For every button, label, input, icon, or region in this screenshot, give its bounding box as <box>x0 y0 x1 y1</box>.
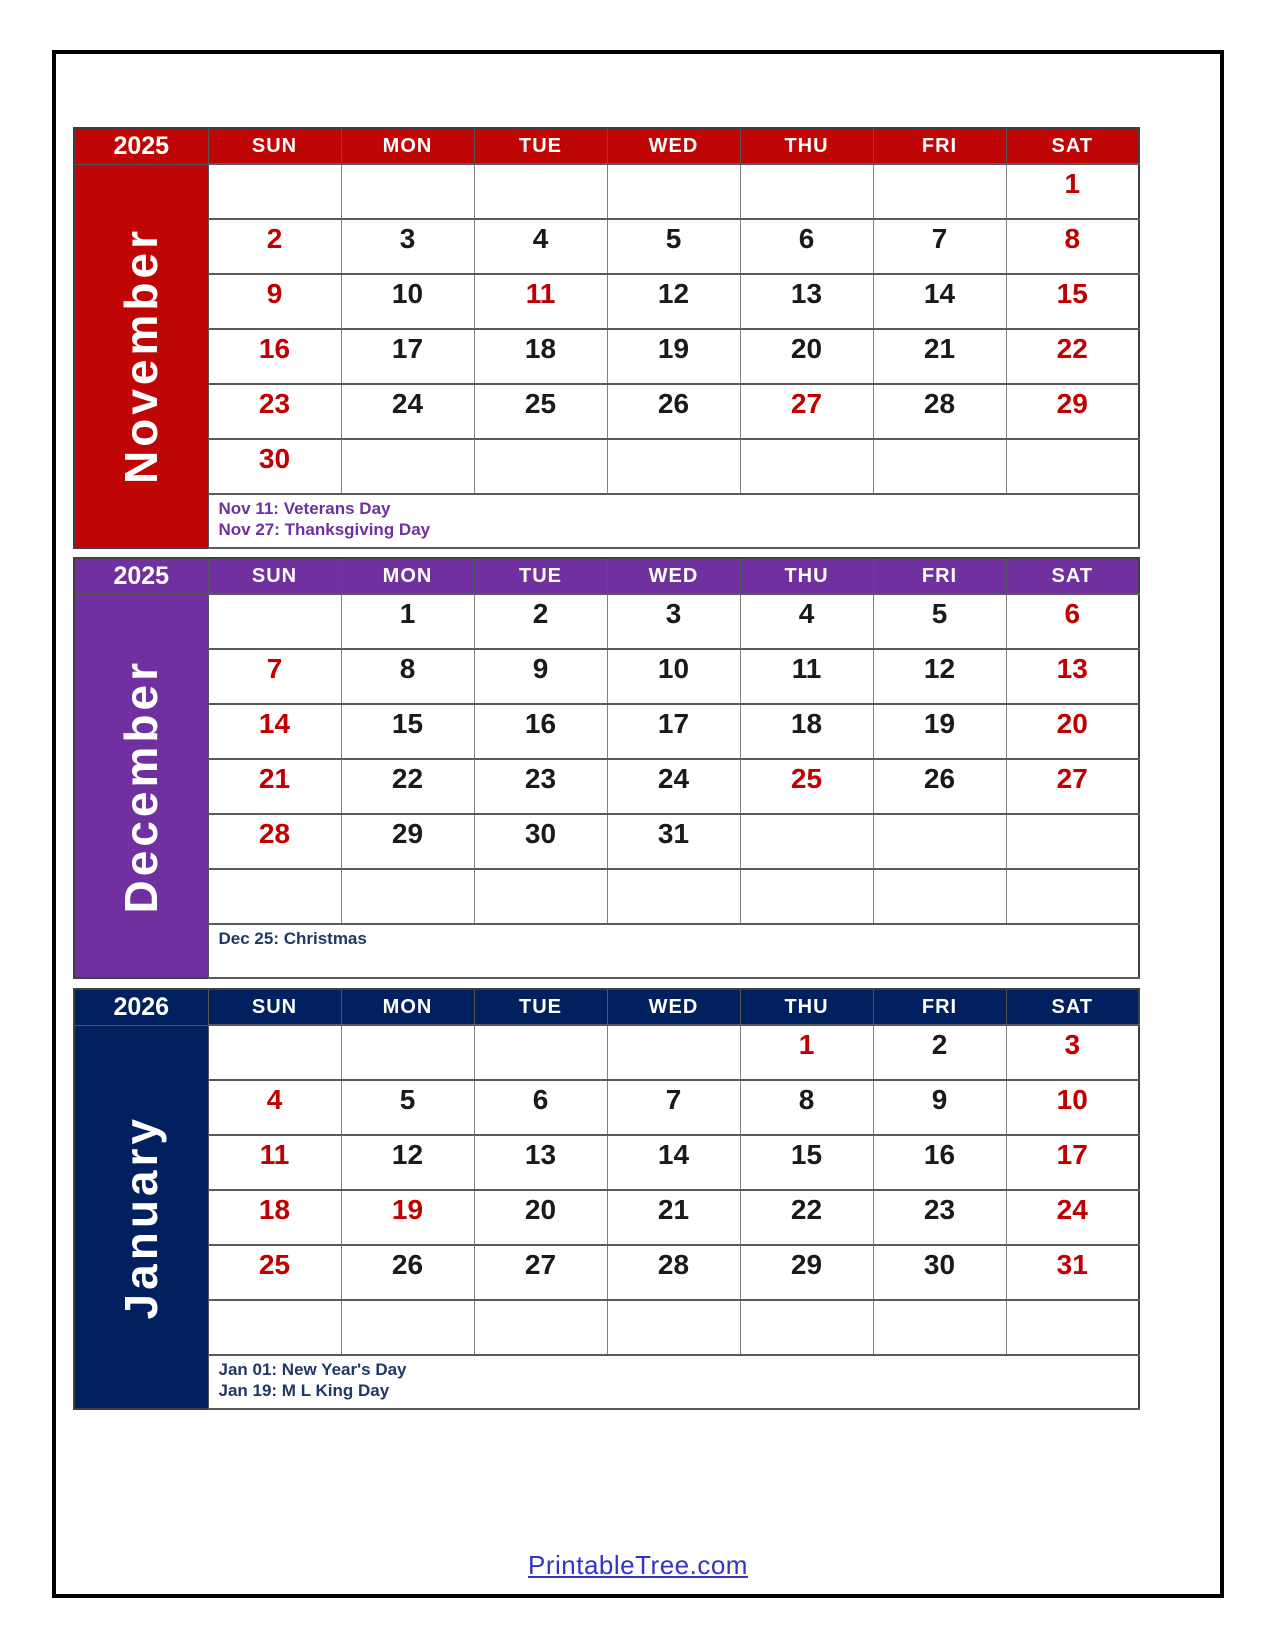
day-cell-empty <box>1006 1300 1139 1355</box>
day-cell-empty <box>607 1300 740 1355</box>
day-cell-december-2025-3: 3 <box>607 594 740 649</box>
day-cell-november-2025-24: 24 <box>341 384 474 439</box>
weekday-header-sun: SUN <box>208 989 341 1025</box>
day-cell-december-2025-14: 14 <box>208 704 341 759</box>
header-row <box>74 989 1139 1025</box>
day-cell-november-2025-23: 23 <box>208 384 341 439</box>
day-cell-december-2025-31: 31 <box>607 814 740 869</box>
day-cell-january-2026-25: 25 <box>208 1245 341 1300</box>
day-cell-november-2025-3: 3 <box>341 219 474 274</box>
day-cell-january-2026-21: 21 <box>607 1190 740 1245</box>
day-cell-empty <box>474 1025 607 1080</box>
week-row <box>74 439 1139 494</box>
calendar-january-2026 <box>73 988 1140 1410</box>
day-cell-empty <box>208 1025 341 1080</box>
day-cell-december-2025-15: 15 <box>341 704 474 759</box>
january-2026-month-block <box>74 1025 208 1409</box>
day-cell-november-2025-10: 10 <box>341 274 474 329</box>
day-cell-january-2026-3: 3 <box>1006 1025 1139 1080</box>
holiday-row <box>74 1355 1139 1409</box>
december-2025-month-block <box>74 594 208 978</box>
day-cell-november-2025-21: 21 <box>873 329 1006 384</box>
day-cell-empty <box>607 439 740 494</box>
week-row <box>74 1300 1139 1355</box>
day-cell-january-2026-14: 14 <box>607 1135 740 1190</box>
footer-link[interactable]: PrintableTree.com <box>528 1550 748 1580</box>
day-cell-november-2025-15: 15 <box>1006 274 1139 329</box>
day-cell-november-2025-20: 20 <box>740 329 873 384</box>
day-cell-december-2025-18: 18 <box>740 704 873 759</box>
day-cell-november-2025-1: 1 <box>1006 164 1139 219</box>
day-cell-january-2026-11: 11 <box>208 1135 341 1190</box>
weekday-header-fri: FRI <box>873 128 1006 164</box>
weekday-header-sat: SAT <box>1006 989 1139 1025</box>
calendar-december-2025 <box>73 557 1140 979</box>
december-2025-year-label: 2025 <box>74 558 208 594</box>
weekday-header-wed: WED <box>607 558 740 594</box>
day-cell-january-2026-23: 23 <box>873 1190 1006 1245</box>
day-cell-empty <box>474 164 607 219</box>
header-row <box>74 558 1139 594</box>
november-2025-month-name: November <box>115 227 168 485</box>
day-cell-november-2025-27: 27 <box>740 384 873 439</box>
december-2025-month-name: December <box>115 658 168 913</box>
day-cell-empty <box>474 1300 607 1355</box>
weekday-header-thu: THU <box>740 128 873 164</box>
day-cell-empty <box>341 439 474 494</box>
day-cell-december-2025-6: 6 <box>1006 594 1139 649</box>
day-cell-january-2026-7: 7 <box>607 1080 740 1135</box>
day-cell-december-2025-13: 13 <box>1006 649 1139 704</box>
day-cell-january-2026-4: 4 <box>208 1080 341 1135</box>
day-cell-empty <box>1006 814 1139 869</box>
day-cell-november-2025-16: 16 <box>208 329 341 384</box>
day-cell-december-2025-9: 9 <box>474 649 607 704</box>
day-cell-january-2026-24: 24 <box>1006 1190 1139 1245</box>
day-cell-december-2025-27: 27 <box>1006 759 1139 814</box>
day-cell-november-2025-30: 30 <box>208 439 341 494</box>
day-cell-january-2026-28: 28 <box>607 1245 740 1300</box>
weekday-header-fri: FRI <box>873 558 1006 594</box>
weekday-header-mon: MON <box>341 558 474 594</box>
day-cell-december-2025-25: 25 <box>740 759 873 814</box>
months-container <box>56 54 1220 1594</box>
weekday-header-thu: THU <box>740 989 873 1025</box>
week-row <box>74 704 1139 759</box>
week-row <box>74 1190 1139 1245</box>
day-cell-empty <box>740 1300 873 1355</box>
week-row <box>74 594 1139 649</box>
weekday-header-mon: MON <box>341 128 474 164</box>
day-cell-january-2026-20: 20 <box>474 1190 607 1245</box>
day-cell-empty <box>1006 869 1139 924</box>
week-row <box>74 219 1139 274</box>
day-cell-january-2026-27: 27 <box>474 1245 607 1300</box>
weekday-header-fri: FRI <box>873 989 1006 1025</box>
holiday-note: Dec 25: Christmas <box>218 929 367 948</box>
weekday-header-tue: TUE <box>474 989 607 1025</box>
day-cell-november-2025-28: 28 <box>873 384 1006 439</box>
weekday-header-wed: WED <box>607 128 740 164</box>
weekday-header-mon: MON <box>341 989 474 1025</box>
day-cell-december-2025-22: 22 <box>341 759 474 814</box>
day-cell-january-2026-30: 30 <box>873 1245 1006 1300</box>
day-cell-december-2025-30: 30 <box>474 814 607 869</box>
day-cell-empty <box>1006 439 1139 494</box>
day-cell-empty <box>873 1300 1006 1355</box>
holiday-note: Jan 19: M L King Day <box>218 1381 390 1400</box>
week-row <box>74 329 1139 384</box>
day-cell-december-2025-29: 29 <box>341 814 474 869</box>
november-2025-year-label: 2025 <box>74 128 208 164</box>
weekday-header-sat: SAT <box>1006 128 1139 164</box>
day-cell-january-2026-16: 16 <box>873 1135 1006 1190</box>
holiday-note: Jan 01: New Year's Day <box>218 1360 407 1379</box>
day-cell-december-2025-5: 5 <box>873 594 1006 649</box>
day-cell-november-2025-8: 8 <box>1006 219 1139 274</box>
day-cell-november-2025-19: 19 <box>607 329 740 384</box>
day-cell-november-2025-6: 6 <box>740 219 873 274</box>
day-cell-january-2026-8: 8 <box>740 1080 873 1135</box>
day-cell-november-2025-2: 2 <box>208 219 341 274</box>
day-cell-december-2025-2: 2 <box>474 594 607 649</box>
january-2026-holiday-notes <box>208 1355 1139 1409</box>
weekday-header-sun: SUN <box>208 558 341 594</box>
day-cell-january-2026-13: 13 <box>474 1135 607 1190</box>
january-2026-year-label: 2026 <box>74 989 208 1025</box>
day-cell-empty <box>341 164 474 219</box>
day-cell-january-2026-29: 29 <box>740 1245 873 1300</box>
day-cell-january-2026-2: 2 <box>873 1025 1006 1080</box>
week-row <box>74 164 1139 219</box>
day-cell-empty <box>208 594 341 649</box>
day-cell-empty <box>341 1025 474 1080</box>
day-cell-december-2025-17: 17 <box>607 704 740 759</box>
day-cell-december-2025-1: 1 <box>341 594 474 649</box>
day-cell-empty <box>607 164 740 219</box>
day-cell-november-2025-18: 18 <box>474 329 607 384</box>
day-cell-empty <box>474 439 607 494</box>
holiday-row <box>74 494 1139 548</box>
day-cell-december-2025-8: 8 <box>341 649 474 704</box>
week-row <box>74 759 1139 814</box>
day-cell-december-2025-20: 20 <box>1006 704 1139 759</box>
day-cell-empty <box>607 1025 740 1080</box>
week-row <box>74 274 1139 329</box>
november-2025-holiday-notes <box>208 494 1139 548</box>
day-cell-empty <box>740 814 873 869</box>
day-cell-november-2025-17: 17 <box>341 329 474 384</box>
header-row <box>74 128 1139 164</box>
weekday-header-tue: TUE <box>474 128 607 164</box>
day-cell-december-2025-24: 24 <box>607 759 740 814</box>
day-cell-november-2025-5: 5 <box>607 219 740 274</box>
day-cell-january-2026-18: 18 <box>208 1190 341 1245</box>
day-cell-november-2025-7: 7 <box>873 219 1006 274</box>
holiday-row <box>74 924 1139 978</box>
day-cell-empty <box>208 869 341 924</box>
day-cell-empty <box>474 869 607 924</box>
day-cell-empty <box>341 1300 474 1355</box>
day-cell-november-2025-25: 25 <box>474 384 607 439</box>
day-cell-december-2025-23: 23 <box>474 759 607 814</box>
day-cell-november-2025-14: 14 <box>873 274 1006 329</box>
day-cell-december-2025-19: 19 <box>873 704 1006 759</box>
week-row <box>74 869 1139 924</box>
day-cell-december-2025-16: 16 <box>474 704 607 759</box>
day-cell-empty <box>208 1300 341 1355</box>
day-cell-empty <box>740 439 873 494</box>
january-2026-month-name: January <box>115 1114 168 1319</box>
day-cell-november-2025-4: 4 <box>474 219 607 274</box>
day-cell-november-2025-22: 22 <box>1006 329 1139 384</box>
day-cell-empty <box>740 164 873 219</box>
day-cell-january-2026-17: 17 <box>1006 1135 1139 1190</box>
day-cell-january-2026-12: 12 <box>341 1135 474 1190</box>
day-cell-november-2025-13: 13 <box>740 274 873 329</box>
weekday-header-thu: THU <box>740 558 873 594</box>
day-cell-empty <box>208 164 341 219</box>
page-frame <box>52 50 1224 1598</box>
weekday-header-wed: WED <box>607 989 740 1025</box>
day-cell-december-2025-21: 21 <box>208 759 341 814</box>
weekday-header-sun: SUN <box>208 128 341 164</box>
calendar-november-2025 <box>73 127 1140 549</box>
day-cell-january-2026-19: 19 <box>341 1190 474 1245</box>
day-cell-january-2026-26: 26 <box>341 1245 474 1300</box>
week-row <box>74 1135 1139 1190</box>
december-2025-holiday-notes <box>208 924 1139 978</box>
day-cell-december-2025-12: 12 <box>873 649 1006 704</box>
day-cell-empty <box>740 869 873 924</box>
november-2025-month-block <box>74 164 208 548</box>
day-cell-january-2026-9: 9 <box>873 1080 1006 1135</box>
day-cell-december-2025-26: 26 <box>873 759 1006 814</box>
day-cell-january-2026-31: 31 <box>1006 1245 1139 1300</box>
day-cell-december-2025-28: 28 <box>208 814 341 869</box>
day-cell-november-2025-11: 11 <box>474 274 607 329</box>
day-cell-empty <box>341 869 474 924</box>
day-cell-empty <box>873 814 1006 869</box>
day-cell-january-2026-10: 10 <box>1006 1080 1139 1135</box>
day-cell-empty <box>873 164 1006 219</box>
weekday-header-tue: TUE <box>474 558 607 594</box>
week-row <box>74 1080 1139 1135</box>
day-cell-january-2026-1: 1 <box>740 1025 873 1080</box>
holiday-note: Nov 27: Thanksgiving Day <box>218 520 431 539</box>
day-cell-november-2025-9: 9 <box>208 274 341 329</box>
day-cell-december-2025-4: 4 <box>740 594 873 649</box>
day-cell-november-2025-26: 26 <box>607 384 740 439</box>
day-cell-november-2025-29: 29 <box>1006 384 1139 439</box>
day-cell-january-2026-22: 22 <box>740 1190 873 1245</box>
day-cell-january-2026-6: 6 <box>474 1080 607 1135</box>
week-row <box>74 814 1139 869</box>
day-cell-november-2025-12: 12 <box>607 274 740 329</box>
day-cell-january-2026-15: 15 <box>740 1135 873 1190</box>
week-row <box>74 1025 1139 1080</box>
day-cell-january-2026-5: 5 <box>341 1080 474 1135</box>
page-footer <box>56 1550 1220 1581</box>
day-cell-december-2025-10: 10 <box>607 649 740 704</box>
holiday-note: Nov 11: Veterans Day <box>218 499 391 518</box>
weekday-header-sat: SAT <box>1006 558 1139 594</box>
week-row <box>74 649 1139 704</box>
week-row <box>74 1245 1139 1300</box>
week-row <box>74 384 1139 439</box>
day-cell-empty <box>607 869 740 924</box>
day-cell-december-2025-11: 11 <box>740 649 873 704</box>
day-cell-empty <box>873 869 1006 924</box>
day-cell-december-2025-7: 7 <box>208 649 341 704</box>
day-cell-empty <box>873 439 1006 494</box>
